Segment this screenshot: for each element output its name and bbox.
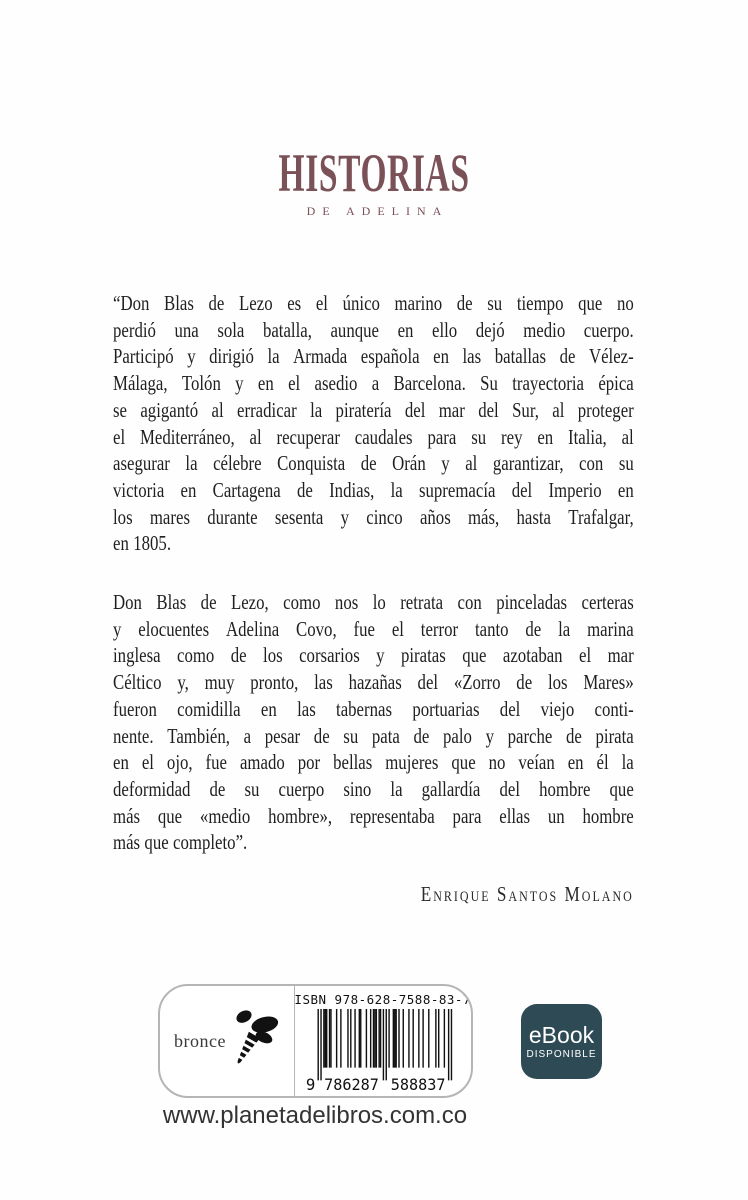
blurb-line: y elocuentes Adelina Covo, fue el terror tanto de la marina [113, 616, 634, 641]
logo-subtitle: DE ADELINA [306, 204, 449, 218]
blurb-line: en 1805. [113, 531, 172, 556]
isbn-label: ISBN 978-628-7588-83-7 [294, 992, 471, 1007]
blurb-line: Don Blas de Lezo, como nos lo retrata con pinceladas certeras [113, 590, 634, 615]
barcode [303, 1008, 463, 1096]
publisher-cell [160, 986, 294, 1096]
blurb-line: Céltico y, muy pronto, las hazañas del «Zorro de los Mares» [113, 670, 634, 695]
blurb-paragraphs [113, 290, 634, 856]
barcode-digits: 588837 [390, 1075, 446, 1095]
bee-icon [232, 1007, 280, 1076]
logo-title: HISTORIAS [278, 143, 470, 203]
barcode-cell [294, 986, 471, 1096]
barcode-digits: 786287 [323, 1075, 379, 1095]
ebook-badge [521, 1004, 602, 1079]
blurb-line: inglesa como de los corsarios y piratas que azotaban el mar [113, 643, 634, 668]
website-url: www.planetadelibros.com.co [162, 1102, 468, 1129]
blurb-line: en el ojo, fue amado por bellas mujeres que no veían en él la [113, 750, 634, 775]
blurb [113, 290, 634, 908]
author-name: Enrique Santos Molano [420, 882, 634, 907]
blurb-line: nente. También, a pesar de su pata de palo y parche de pirata [113, 723, 634, 748]
ebook-badge-title: eBook [528, 1022, 595, 1048]
ebook-badge-subtitle: DISPONIBLE [526, 1049, 597, 1060]
blurb-line: el Mediterráneo, al recuperar caudales para su rey en Italia, al [113, 424, 634, 449]
blurb-line: Málaga, Tolón y en el asedio a Barcelona. Su trayectoria épica [113, 371, 634, 396]
blurb-line: más que «medio hombre», representaba para ellas un hombre [113, 803, 634, 828]
blurb-line: “Don Blas de Lezo es el único marino de su tiempo que no [113, 291, 634, 315]
blurb-line: Participó y dirigió la Armada española en las batallas de Vélez- [113, 344, 634, 369]
blurb-line: más que completo”. [113, 830, 248, 855]
blurb-line: victoria en Cartagena de Indias, la supremacía del Imperio en [113, 477, 634, 502]
paragraph [113, 290, 634, 557]
blurb-line: perdió una sola batalla, aunque en ello dejó medio cuerpo. [113, 317, 634, 342]
barcode-digits: 9 [305, 1075, 316, 1095]
paragraph [113, 589, 634, 856]
blurb-line: los mares durante sesenta y cinco años más, hasta Trafalgar, [113, 504, 634, 529]
blurb-line: asegurar la célebre Conquista de Orán y al garantizar, con su [113, 451, 634, 476]
blurb-line: se agigantó al erradicar la piratería del mar del Sur, al proteger [113, 397, 634, 422]
isbn-box [158, 984, 473, 1098]
publisher-name: bronce [174, 1030, 226, 1051]
blurb-line: fueron comidilla en las tabernas portuarias del viejo conti- [113, 696, 634, 721]
blurb-line: deformidad de su cuerpo sino la gallardía del hombre que [113, 776, 634, 801]
brand-logo [0, 143, 748, 219]
